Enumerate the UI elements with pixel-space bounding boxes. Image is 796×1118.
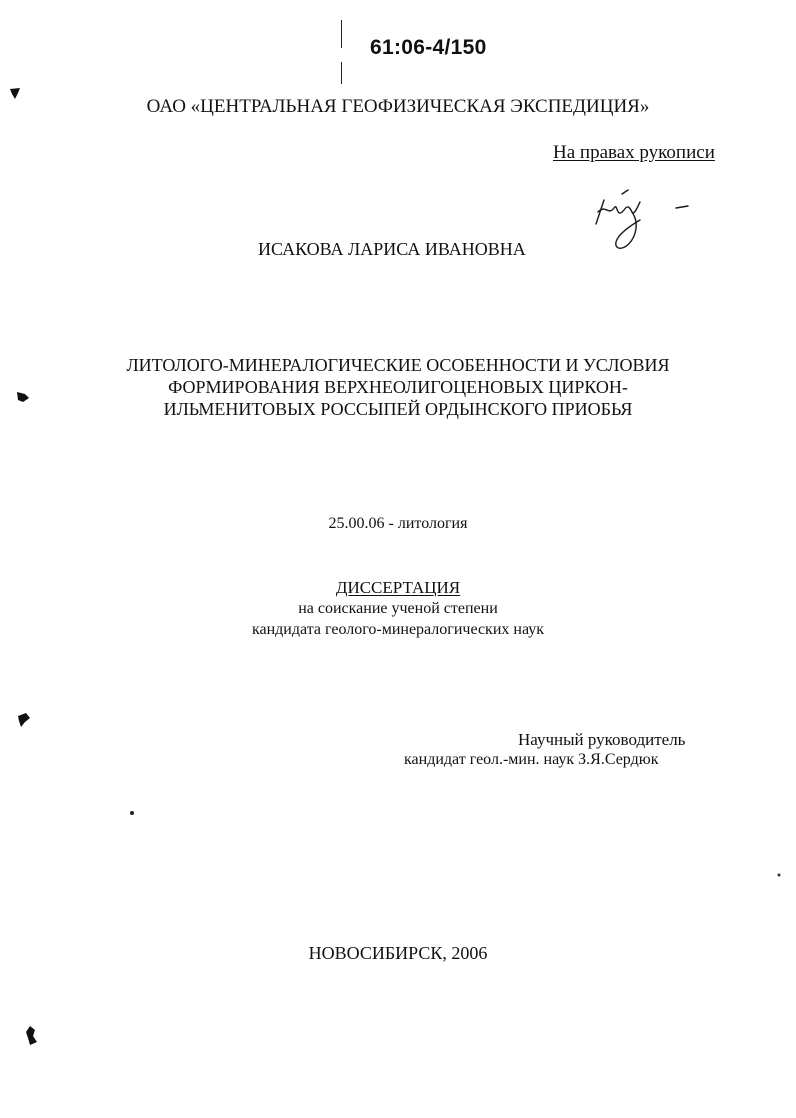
degree-line: на соискание ученой степени xyxy=(298,600,498,617)
rights-note: На правах рукописи xyxy=(553,142,715,163)
catalog-number: 61:06-4/150 xyxy=(370,36,487,59)
advisor-name: кандидат геол.-мин. наук З.Я.Сердюк xyxy=(404,751,659,768)
author-name: ИСАКОВА ЛАРИСА ИВАНОВНА xyxy=(258,239,526,259)
signature-icon xyxy=(592,186,702,262)
stamp-mark-bottom xyxy=(341,62,342,84)
scan-blot xyxy=(6,84,24,102)
scan-blot xyxy=(14,388,32,406)
scan-speck xyxy=(129,810,135,816)
advisor-role: Научный руководитель xyxy=(518,730,686,749)
scan-blot xyxy=(22,1024,42,1048)
title-line: ИЛЬМЕНИТОВЫХ РОССЫПЕЙ ОРДЫНСКОГО ПРИОБЬЯ xyxy=(163,399,633,419)
scan-blot xyxy=(14,710,34,730)
dissertation-title xyxy=(0,354,796,420)
degree-line: кандидата геолого-минералогических наук xyxy=(251,621,545,638)
title-line: ЛИТОЛОГО-МИНЕРАЛОГИЧЕСКИЕ ОСОБЕННОСТИ И УСЛОВИЯ xyxy=(126,355,670,375)
document-type: ДИССЕРТАЦИЯ xyxy=(335,578,461,597)
specialty-code: 25.00.06 - литология xyxy=(328,515,468,532)
stamp-mark-top xyxy=(341,20,342,48)
city-year: НОВОСИБИРСК, 2006 xyxy=(308,943,488,963)
title-line: ФОРМИРОВАНИЯ ВЕРХНЕОЛИГОЦЕНОВЫХ ЦИРКОН- xyxy=(168,377,628,397)
scan-speck xyxy=(776,872,782,878)
organization-name: ОАО «ЦЕНТРАЛЬНАЯ ГЕОФИЗИЧЕСКАЯ ЭКСПЕДИЦИЯ» xyxy=(146,96,650,117)
